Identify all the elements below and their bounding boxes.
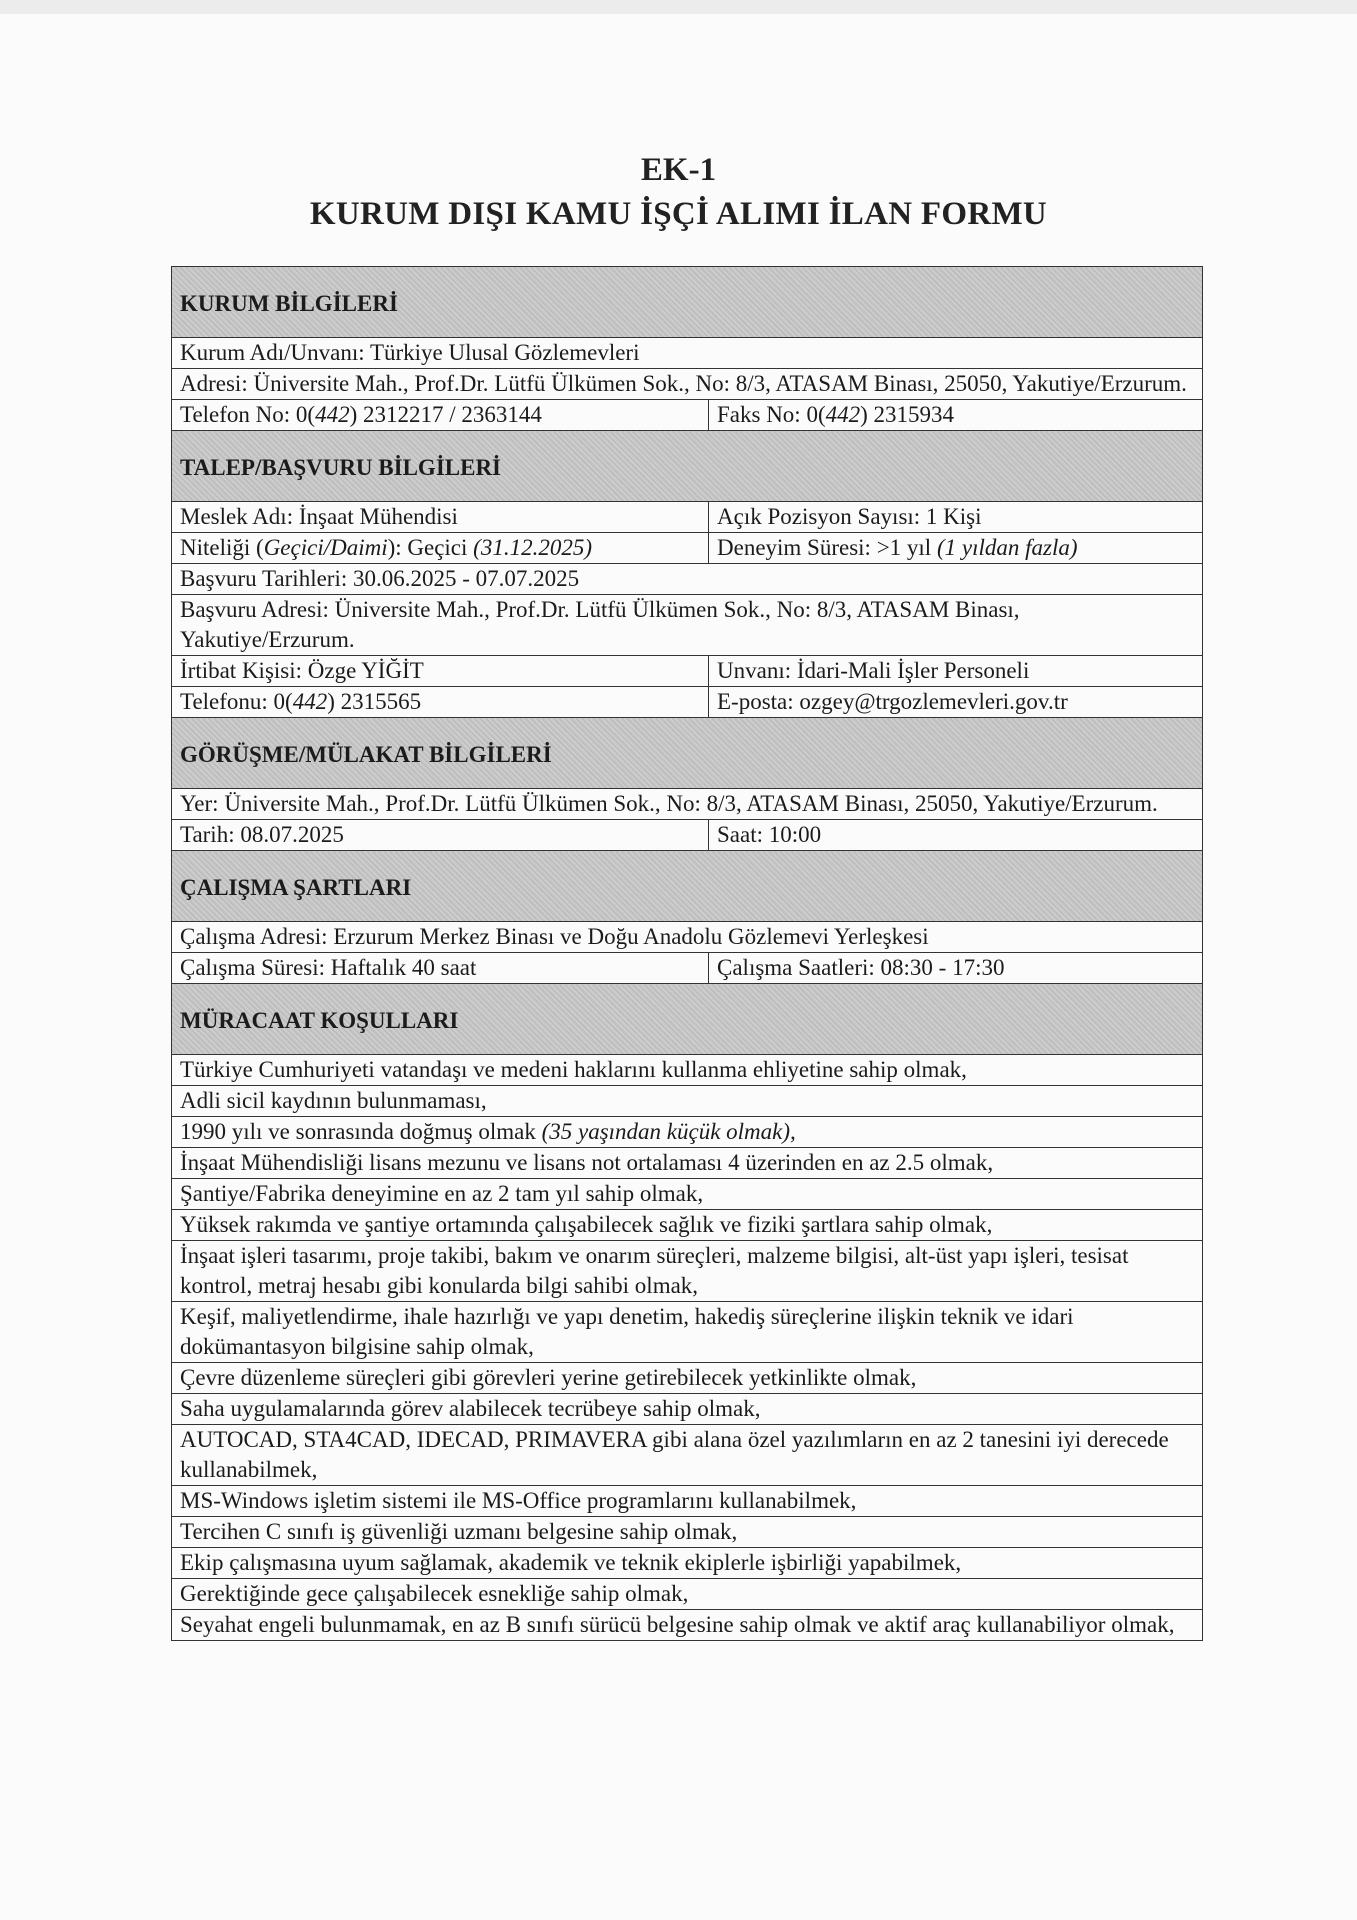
kurum-faks	[709, 400, 1203, 431]
gorusme-yer: Yer: Üniversite Mah., Prof.Dr. Lütfü Ülkümen Sok., No: 8/3, ATASAM Binası, 25050, Yakutiye/Erzurum.	[172, 789, 1203, 820]
condition-item: Seyahat engeli bulunmamak, en az B sınıfı sürücü belgesine sahip olmak ve aktif araç kullanabiliyor olmak,	[172, 1610, 1203, 1641]
form-title: KURUM DIŞI KAMU İŞÇİ ALIMI İLAN FORMU	[309, 196, 1048, 232]
deneyim-suresi	[709, 533, 1203, 564]
kurum-adres: Adresi: Üniversite Mah., Prof.Dr. Lütfü Ülkümen Sok., No: 8/3, ATASAM Binası, 25050, Yakutiye/Erzurum.	[172, 369, 1203, 400]
form-table	[171, 266, 1203, 1641]
number: ) 2315565	[327, 689, 422, 714]
label: Telefonu: 0(	[180, 689, 293, 714]
value: ): Geçici	[387, 535, 474, 560]
scan-edge	[0, 0, 1357, 14]
calisma-adresi: Çalışma Adresi: Erzurum Merkez Binası ve Doğu Anadolu Gözlemevi Yerleşkesi	[172, 922, 1203, 953]
condition-item: İnşaat Mühendisliği lisans mezunu ve lisans not ortalaması 4 üzerinden en az 2.5 olmak,	[172, 1148, 1203, 1179]
irtibat-kisisi: İrtibat Kişisi: Özge YİĞİT	[172, 656, 709, 687]
condition-item: Çevre düzenleme süreçleri gibi görevleri yerine getirebilecek yetkinlikte olmak,	[172, 1363, 1203, 1394]
document-title: EK-1	[640, 152, 717, 188]
number: ) 2312217 / 2363144	[349, 402, 542, 427]
label: Faks No: 0(	[717, 402, 826, 427]
value: Deneyim Süresi: >1 yıl	[717, 535, 937, 560]
section-header-gorusme: GÖRÜŞME/MÜLAKAT BİLGİLERİ	[172, 718, 1203, 789]
calisma-suresi: Çalışma Süresi: Haftalık 40 saat	[172, 953, 709, 984]
basvuru-adresi: Başvuru Adresi: Üniversite Mah., Prof.Dr. Lütfü Ülkümen Sok., No: 8/3, ATASAM Binası, Yakutiye/Erzurum.	[172, 595, 1203, 656]
area-code: 442	[825, 402, 861, 427]
note: (1 yıldan fazla)	[936, 535, 1078, 560]
section-header-talep: TALEP/BAŞVURU BİLGİLERİ	[172, 431, 1203, 502]
irtibat-telefon	[172, 687, 709, 718]
condition-item: Türkiye Cumhuriyeti vatandaşı ve medeni haklarını kullanma ehliyetine sahip olmak,	[172, 1055, 1203, 1086]
niteligi	[172, 533, 709, 564]
condition-item: İnşaat işleri tasarımı, proje takibi, bakım ve onarım süreçleri, malzeme bilgisi, alt-üst yapı işleri, tesisat kontrol, metraj hesabı gibi konularda bilgi sahibi olmak,	[172, 1241, 1203, 1302]
section-header-muracaat: MÜRACAAT KOŞULLARI	[172, 984, 1203, 1055]
label: Niteliği (	[180, 535, 264, 560]
meslek-adi: Meslek Adı: İnşaat Mühendisi	[172, 502, 709, 533]
number: ) 2315934	[860, 402, 955, 427]
unvan: Unvanı: İdari-Mali İşler Personeli	[709, 656, 1203, 687]
condition-item: Yüksek rakımda ve şantiye ortamında çalışabilecek sağlık ve fiziki şartlara sahip olmak,	[172, 1210, 1203, 1241]
text: 1990 yılı ve sonrasında doğmuş olmak	[180, 1119, 542, 1144]
condition-item: Şantiye/Fabrika deneyimine en az 2 tam yıl sahip olmak,	[172, 1179, 1203, 1210]
condition-item: AUTOCAD, STA4CAD, IDECAD, PRIMAVERA gibi alana özel yazılımların en az 2 tanesini iyi derecede kullanabilmek,	[172, 1425, 1203, 1486]
condition-item: MS-Windows işletim sistemi ile MS-Office programlarını kullanabilmek,	[172, 1486, 1203, 1517]
italic: Geçici/Daimi	[263, 535, 388, 560]
gorusme-saat: Saat: 10:00	[709, 820, 1203, 851]
kurum-adi: Kurum Adı/Unvanı: Türkiye Ulusal Gözlemevleri	[172, 338, 1203, 369]
calisma-saatleri: Çalışma Saatleri: 08:30 - 17:30	[709, 953, 1203, 984]
date: (31.12.2025)	[473, 535, 592, 560]
condition-item: Gerektiğinde gece çalışabilecek esnekliğe sahip olmak,	[172, 1579, 1203, 1610]
condition-item: Adli sicil kaydının bulunmaması,	[172, 1086, 1203, 1117]
section-header-calisma: ÇALIŞMA ŞARTLARI	[172, 851, 1203, 922]
area-code: 442	[292, 689, 328, 714]
basvuru-tarihleri: Başvuru Tarihleri: 30.06.2025 - 07.07.2025	[172, 564, 1203, 595]
area-code: 442	[315, 402, 350, 427]
pozisyon-sayisi: Açık Pozisyon Sayısı: 1 Kişi	[709, 502, 1203, 533]
condition-item	[172, 1117, 1203, 1148]
section-header-kurum: KURUM BİLGİLERİ	[172, 267, 1203, 338]
condition-item: Keşif, maliyetlendirme, ihale hazırlığı ve yapı denetim, hakediş süreçlerine ilişkin teknik ve idari dokümantasyon bilgisine sahip olmak,	[172, 1302, 1203, 1363]
condition-item: Tercihen C sınıfı iş güvenliği uzmanı belgesine sahip olmak,	[172, 1517, 1203, 1548]
gorusme-tarih: Tarih: 08.07.2025	[172, 820, 709, 851]
note: (35 yaşından küçük olmak),	[541, 1119, 796, 1144]
condition-item: Saha uygulamalarında görev alabilecek tecrübeye sahip olmak,	[172, 1394, 1203, 1425]
eposta: E-posta: ozgey@trgozlemevleri.gov.tr	[709, 687, 1203, 718]
label: Telefon No: 0(	[180, 402, 316, 427]
condition-item: Ekip çalışmasına uyum sağlamak, akademik ve teknik ekiplerle işbirliği yapabilmek,	[172, 1548, 1203, 1579]
kurum-telefon	[172, 400, 709, 431]
